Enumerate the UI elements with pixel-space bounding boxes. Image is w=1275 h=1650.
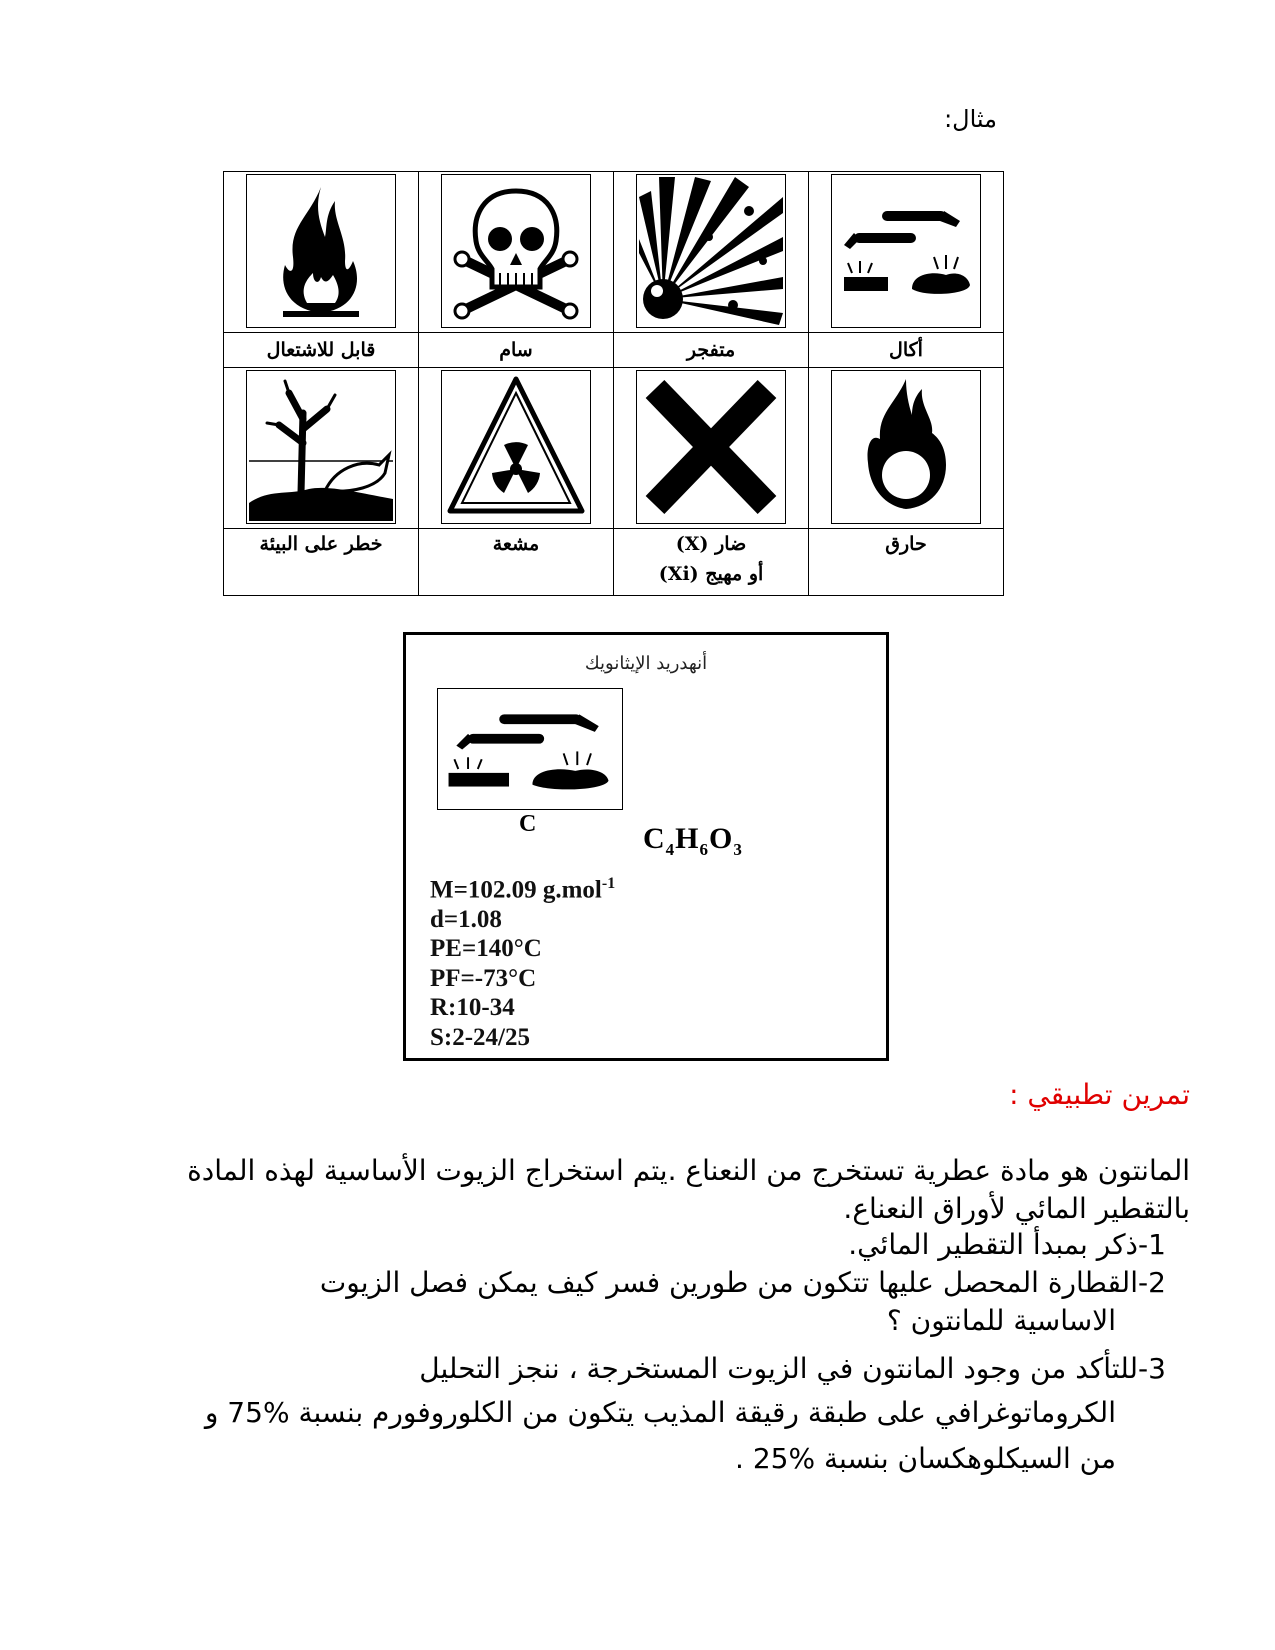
density: d=1.08 (430, 905, 502, 933)
radioactive-label: مشعة (419, 529, 614, 596)
question-2 (320, 1264, 1190, 1302)
question-3 (419, 1350, 1190, 1388)
hazard-code: C (519, 811, 537, 837)
corrosive-cell (809, 172, 1004, 333)
boiling-point: PE=140°C (430, 935, 542, 963)
flammable-cell (224, 172, 419, 333)
chemical-label-card (403, 632, 889, 1061)
corrosive-icon (437, 688, 623, 810)
question-3-text: للتأكد من وجود المانتون في الزيوت المستخرجة ، ننجز التحليل (419, 1352, 1138, 1385)
oxidizing-label: حارق (809, 529, 1004, 596)
environment-label: خطر على البيئة (224, 529, 419, 596)
harmful-label-line2: أو مهيج (Xi) (658, 563, 764, 585)
question-2-continuation: الاساسية للمانتون ؟ (886, 1304, 1116, 1337)
question-1 (848, 1226, 1190, 1264)
exercise-intro: المانتون هو مادة عطرية تستخرج من النعناع .يتم استخراج الزيوت الأساسية لهذه المادة بالتقطير المائي لأوراق النعناع. (187, 1154, 1190, 1225)
environment-cell (224, 368, 419, 529)
explosion-icon (636, 174, 786, 328)
melting-point: PF=-73°C (430, 964, 537, 992)
corrosive-icon (831, 174, 981, 328)
risk-phrases: R:10-34 (430, 994, 515, 1022)
hazard-symbols-table (223, 171, 1004, 596)
question-3-continuation-2: من السيكلوهكسان بنسبة %25 . (735, 1442, 1116, 1475)
harmful-cell (614, 368, 809, 529)
harmful-label-line1: ضار (X) (675, 533, 747, 555)
chemical-properties (430, 869, 615, 1052)
safety-phrases: S:2-24/25 (430, 1023, 530, 1051)
skull-crossbones-icon (441, 174, 591, 328)
flammable-icon (246, 174, 396, 328)
harmful-label (614, 529, 809, 596)
chemical-name: أنهدريد الإيثانويك (584, 653, 708, 674)
explosive-label: متفجر (614, 333, 809, 368)
dead-tree-fish-icon (246, 370, 396, 524)
corrosive-label: أكال (809, 333, 1004, 368)
toxic-label: سام (419, 333, 614, 368)
chemical-formula: $C_4H_6O_3$ (643, 822, 743, 859)
exercise-title: تمرين تطبيقي : (1009, 1078, 1190, 1111)
question-2-number: -2 (1138, 1266, 1166, 1299)
question-3-number: -3 (1138, 1352, 1166, 1385)
flammable-label: قابل للاشتعال (224, 333, 419, 368)
question-1-number: -1 (1138, 1228, 1166, 1261)
flame-over-circle-icon (831, 370, 981, 524)
question-2-text: القطارة المحصل عليها تتكون من طورين فسر كيف يمكن فصل الزيوت (319, 1266, 1138, 1299)
cross-icon (636, 370, 786, 524)
radioactive-cell (419, 368, 614, 529)
question-1-text: ذكر بمبدأ التقطير المائي. (848, 1228, 1138, 1261)
molar-mass: M=102.09 g.mol$^{-1}$ (430, 875, 616, 904)
oxidizing-cell (809, 368, 1004, 529)
toxic-cell (419, 172, 614, 333)
explosive-cell (614, 172, 809, 333)
radioactive-icon (441, 370, 591, 524)
question-3-continuation-1: الكروماتوغرافي على طبقة رقيقة المذيب يتكون من الكلوروفورم بنسبة %75 و (204, 1396, 1116, 1429)
example-label: مثال: (944, 105, 997, 133)
